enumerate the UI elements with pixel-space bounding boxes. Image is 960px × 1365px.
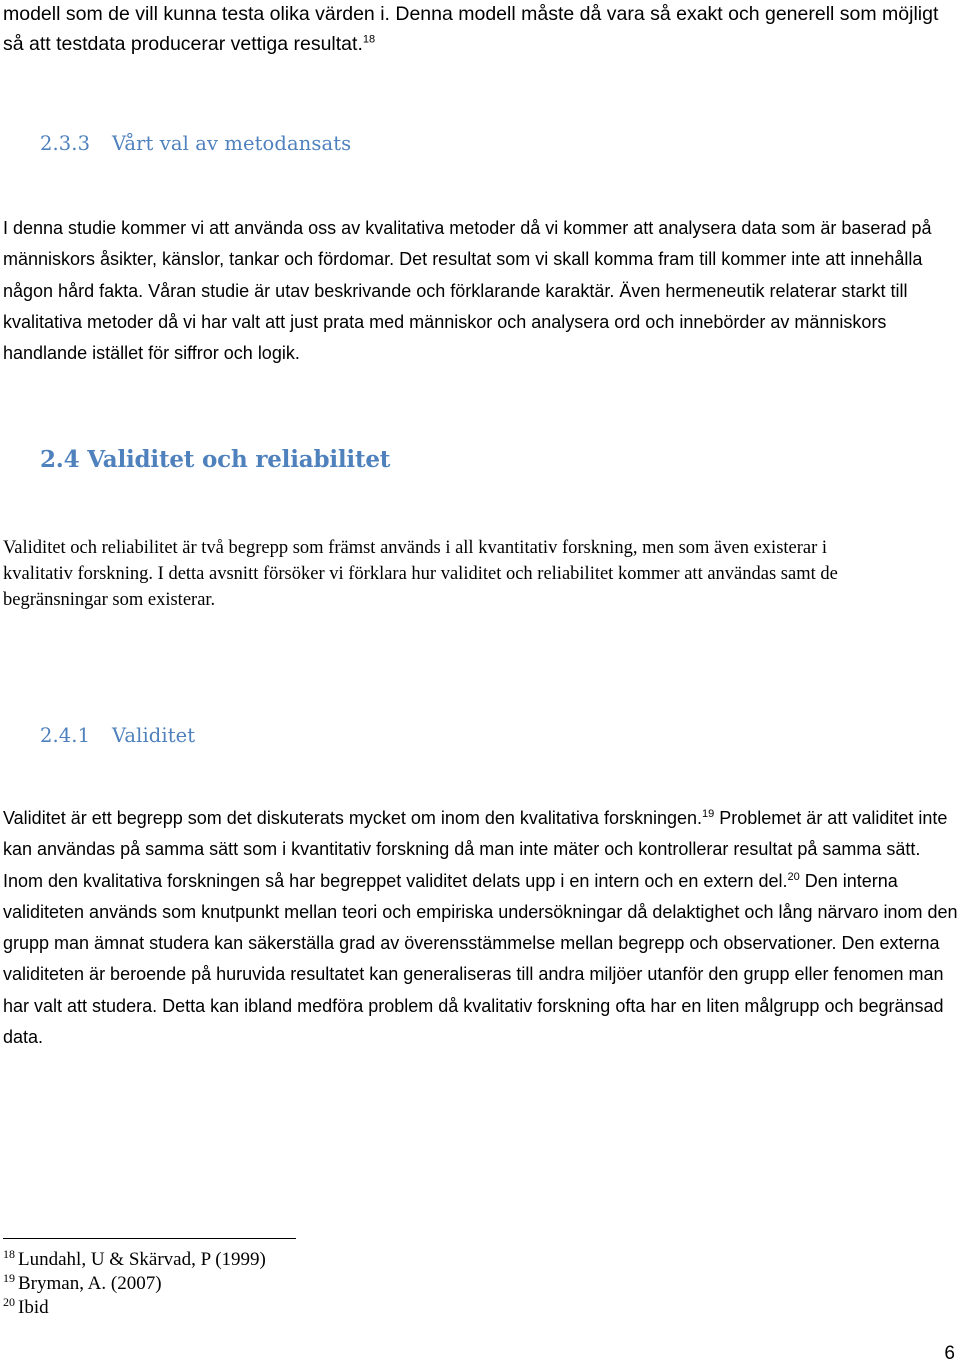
footnote-number: 18 [3,1246,15,1261]
footnote-ref-18: 18 [362,33,376,45]
footnote-20 [3,1296,266,1320]
footnote-text: Bryman, A. (2007) [18,1273,162,1294]
section-2-4-paragraph: Validitet och reliabilitet är två begrepp som främst används i all kvantitativ forskning, men som även existerar i kvalitativ forskning. I detta avsnitt försöker vi förklara hur validitet och reliabilitet kommer att användas samt de begränsningar som existerar. [3,538,838,610]
footnote-text: Ibid [18,1297,49,1318]
section-2-4-1-paragraph [3,803,958,1053]
footnote-text: Lundahl, U & Skärvad, P (1999) [18,1249,266,1270]
footnote-19 [3,1272,266,1296]
validitet-text-3: Den interna validiteten används som knutpunkt mellan teori och empiriska undersökningar då delaktighet och lång närvaro inom den grupp man ämnat studera kan säkerställa grad av överensstämmelse mellan begrepp och observationer. Den externa validiteten är beroende på huruvida resultatet kan generaliseras till andra miljöer utanför den grupp eller fenomen man har valt att studera. Detta kan ibland medföra problem då kvalitativ forskning ofta har en liten målgrupp och begränsad data. [3,870,958,1048]
page-number: 6 [944,1343,955,1364]
validitet-text-2: Problemet är att validitet inte kan användas på samma sätt som i kvantitativ forskning då man inte mäter och kontrollerar resultat på samma sätt. Inom den kvalitativa forskningen så har begreppet validitet delats upp i en intern och en extern del. [3,808,948,891]
intro-text: modell som de vill kunna testa olika värden i. Denna modell måste då vara så exakt och generell som möjligt så att testdata producerar vettiga resultat. [3,3,939,55]
footnote-number: 20 [3,1294,15,1309]
footnote-separator [3,1238,296,1239]
section-2-3-3-number: 2.3.3 [40,132,91,155]
validitet-text-1: Validitet är ett begrepp som det diskuterats mycket om inom den kvalitativa forskningen. [3,808,703,828]
footnote-ref-20: 20 [787,870,800,883]
section-2-4-heading: 2.4 Validitet och reliabilitet [40,446,391,473]
section-2-4-1-title: Validitet [112,724,196,747]
section-2-3-3-title: Vårt val av metodansats [112,132,352,155]
section-2-3-3-heading [40,132,351,155]
intro-paragraph [3,0,953,59]
footnote-18 [3,1248,266,1272]
section-2-4-1-heading [40,724,195,747]
section-2-4-1-number: 2.4.1 [40,724,91,747]
footnote-ref-19: 19 [702,808,715,820]
section-2-3-3-paragraph: I denna studie kommer vi att använda oss av kvalitativa metoder då vi kommer att analysera data som är baserad på människors åsikter, känslor, tankar och fördomar. Det resultat som vi skall komma fram till kommer inte att innehålla någon hård fakta. Våran studie är utav beskrivande och förklarande karaktär. Även hermeneutik relaterar starkt till kvalitativa metoder då vi har valt att just prata med människor och analysera ord och innebörder av människors handlande istället för siffror och logik. [3,218,932,364]
footnotes [3,1248,266,1320]
footnote-number: 19 [3,1270,15,1285]
